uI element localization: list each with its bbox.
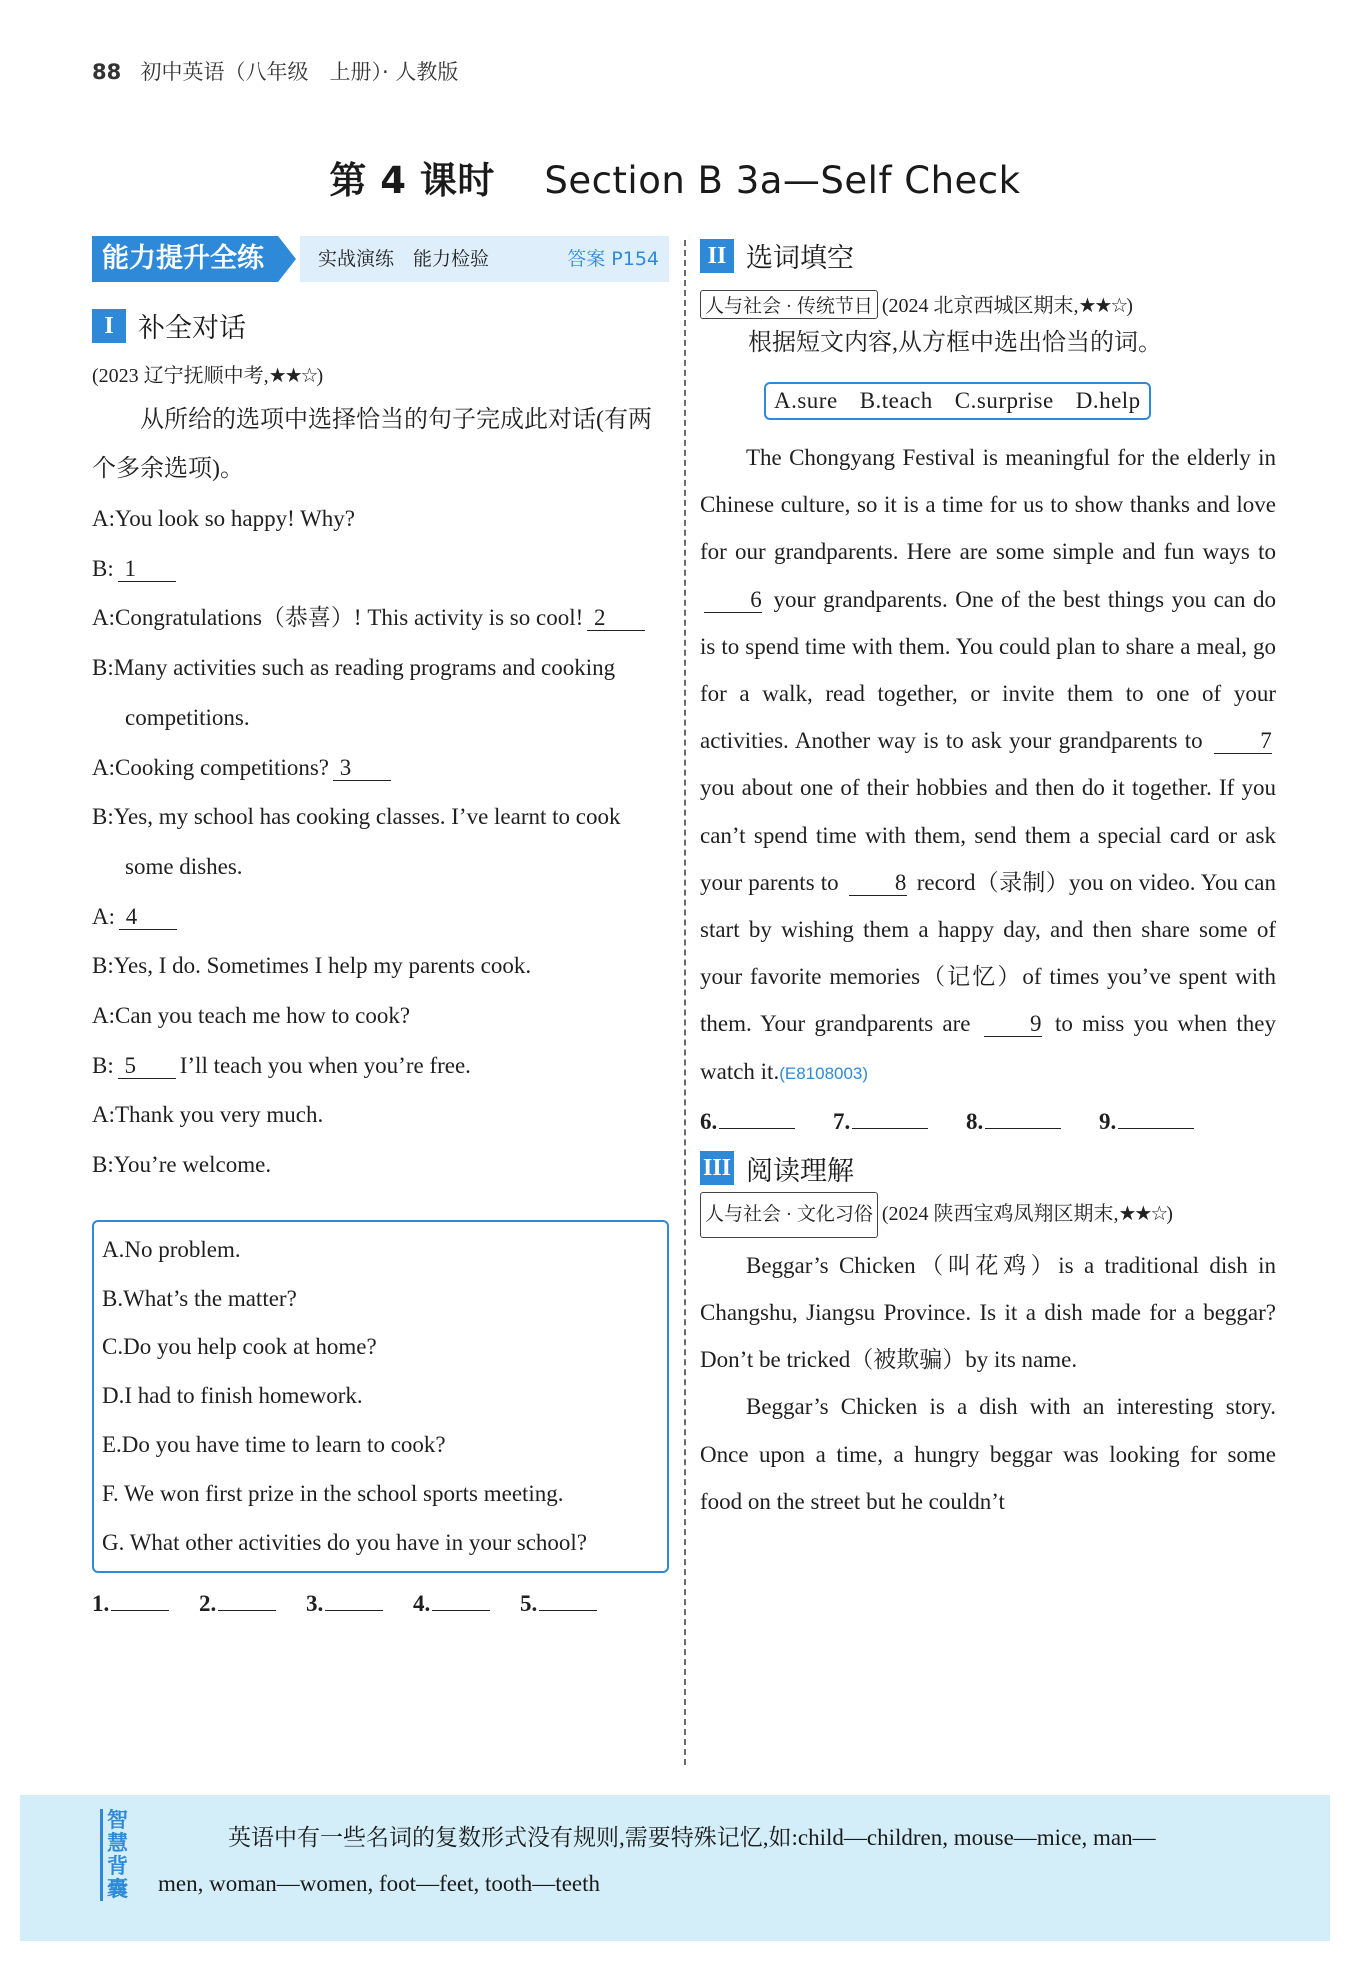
difficulty-stars-icon: ★★☆ [1078,295,1127,317]
speaker: A: [92,1102,115,1128]
option-item: B.What’s the matter? [102,1285,297,1311]
answer-line [218,1610,276,1611]
section-3-label: 阅读理解 [746,1155,854,1187]
answer-line [325,1610,383,1611]
answer-slot [1099,1109,1232,1135]
answer-slot [92,1591,199,1617]
answer-line [985,1128,1061,1129]
answer-line [539,1610,597,1611]
speaker: A: [92,1003,115,1029]
answer-number: 6. [700,1108,718,1134]
section-1-instruction: 从所给的选项中选择恰当的句子完成此对话(有两个多余选项)。 [92,407,652,482]
blank-8: 8 [849,871,907,896]
source-text: (2023 辽宁抚顺中考, [92,365,269,387]
section-2-label: 选词填空 [746,243,854,274]
speaker: B: [92,655,114,681]
speaker: B: [92,1052,114,1078]
dialogue-line [92,792,669,891]
section-3-heading [700,1149,1276,1188]
tip-line-1: 英语中有一些名词的复数形式没有规则,需要特殊记忆,如:child—children, mouse—mice, man— [228,1825,1156,1850]
answer-slot [306,1591,413,1617]
answer-line [719,1128,795,1129]
answer-slot [413,1591,520,1617]
difficulty-stars-icon: ★★☆ [268,365,317,387]
answer-line [432,1610,490,1611]
answer-slot [966,1109,1099,1135]
dialogue-text: You’re welcome. [113,1152,272,1178]
blank-7: 7 [1214,729,1272,754]
dialogue-text: Cooking competitions? [115,754,330,780]
answer-number: 2. [199,1591,217,1617]
source-text: (2024 陕西宝鸡凤翔区期末, [881,1202,1119,1225]
blank-6: 6 [704,588,762,613]
dialogue-text: You look so happy! Why? [115,506,356,531]
right-column [700,236,1276,1525]
section-1-heading [92,306,669,345]
passage-text: to miss you when they watch it. [700,1011,1277,1084]
reading-paragraph-1: Beggar’s Chicken（叫花鸡）is a traditional dish in Changshu, Jiangsu Province. Is it a dish made for a beggar? Don’t be tricked（被欺骗）by its name. [700,1252,1276,1373]
options-box [92,1220,669,1574]
section-1-label: 补全对话 [138,313,246,344]
passage-text: The Chongyang Festival is meaningful for the elderly in Chinese culture, so it is a time for us to show thanks and love for our grandparents. Here are some simple and fun ways to [700,445,1276,565]
dialogue-line [92,544,669,594]
dialogue-text: Many activities such as reading programs and cooking competitions. [113,655,616,730]
answer-slot [700,1109,833,1135]
ability-banner [92,236,669,282]
answer-slot [199,1591,306,1617]
passage-text: your grandparents. One of the best things you can do is to spend time with them. You could plan to share a meal, go for a walk, read together, or invite them to one of your activities. Another way is to ask your grandparents to [700,586,1277,754]
answer-blanks-1-5 [92,1591,669,1617]
reading-paragraph-2: Beggar’s Chicken is a dish with an interesting story. Once upon a time, a hungry beggar was looking for some food on the street but he couldn’t [700,1394,1276,1514]
source-text: (2024 北京西城区期末, [881,295,1079,317]
word-option: D.help [1075,388,1141,413]
answer-number: 8. [966,1108,984,1134]
dialogue-line [92,892,669,942]
banner-main-label: 能力提升全练 [92,236,278,282]
word-option: A.sure [774,388,838,413]
section-1-number: I [92,309,126,343]
tip-label: 智慧背囊 [100,1809,133,1901]
dialogue-line [92,593,669,643]
passage-text: record（录制）you on video. You can start by wishing them a happy day, and then share some of your favorite memories（记忆）of times you’ve spent with them. Your grandparents are [700,869,1276,1037]
dialogue-line [92,1041,669,1091]
lesson-number: 第 4 课时 [329,159,495,202]
cloze-passage [700,434,1276,1097]
dialogue-text: Yes, my school has cooking classes. I’ve learnt to cook some dishes. [113,804,621,879]
answer-number: 4. [413,1591,431,1617]
dialogue-line [92,643,669,742]
option-item: E.Do you have time to learn to cook? [102,1432,446,1458]
dialogue-text: Thank you very much. [115,1102,324,1128]
speaker: B: [92,1152,114,1178]
word-box [764,382,1151,420]
dialogue-line [92,494,669,544]
blank-2: 2 [587,606,645,631]
source-end: ) [1126,295,1133,317]
section-2-heading [700,236,1276,275]
dialogue-line [92,941,669,991]
page-header [92,56,458,86]
dialogue-text: Can you teach me how to cook? [115,1003,411,1029]
option-item: A.No problem. [102,1236,241,1262]
book-title: 初中英语（八年级 上册）· 人教版 [140,60,459,84]
difficulty-stars-icon: ★★☆ [1118,1202,1167,1225]
speaker: A: [92,754,115,780]
section-2-instruction: 根据短文内容,从方框中选出恰当的词。 [748,330,1162,356]
section-2-number: II [700,239,734,273]
answer-number: 3. [306,1591,324,1617]
dialogue-line [92,991,669,1041]
tip-bar [20,1795,1330,1941]
answer-line [111,1610,169,1611]
answer-line [1118,1128,1194,1129]
answer-reference: 答案 P154 [567,248,659,270]
option-item: C.Do you help cook at home? [102,1334,377,1360]
blank-9: 9 [984,1012,1042,1037]
speaker: B: [92,953,114,979]
left-column [92,236,669,1617]
topic-tag: 人与社会 · 文化习俗 [700,1192,878,1238]
answer-number: 5. [520,1591,538,1617]
answer-blanks-6-9 [700,1109,1276,1135]
dialogue-line [92,1090,669,1140]
passage-text: you about one of their hobbies and then do it together. If you can’t spend time with them, send them a special card or ask your parents to [700,775,1276,895]
blank-1: 1 [118,557,176,582]
dialogue-text: Yes, I do. Sometimes I help my parents cook. [113,953,532,979]
section-title: Section B 3a—Self Check [544,159,1021,202]
reading-passage [700,1242,1276,1525]
answer-number: 1. [92,1591,110,1617]
blank-5: 5 [118,1054,176,1079]
dialogue [92,494,669,1190]
dialogue-text: I’ll teach you when you’re free. [179,1052,471,1078]
speaker: A: [92,506,115,531]
banner-sub-label: 实战演练 能力检验 [318,248,490,270]
speaker: A: [92,605,115,631]
item-code: (E8108003) [779,1063,869,1083]
tip-text [158,1815,1298,1907]
banner-arrow-icon [278,236,296,282]
topic-tag: 人与社会 · 传统节日 [700,290,878,319]
answer-slot [520,1591,627,1617]
option-item: G. What other activities do you have in your school? [102,1529,588,1555]
speaker: B: [92,555,114,581]
option-item: D.I had to finish homework. [102,1383,363,1409]
speaker: A: [92,903,115,929]
page-number: 88 [92,60,122,84]
answer-number: 7. [833,1108,851,1134]
answer-number: 9. [1099,1108,1117,1134]
answer-line [852,1128,928,1129]
blank-3: 3 [333,756,391,781]
source-end: ) [1166,1202,1173,1225]
word-option: C.surprise [954,388,1054,413]
speaker: B: [92,804,114,830]
passage-paragraph [700,434,1276,1097]
section-3-source [700,1192,1276,1238]
section-2-source [700,289,1276,319]
section-1-source [92,359,669,388]
answer-slot [833,1109,966,1135]
source-end: ) [316,365,324,387]
option-item: F. We won first prize in the school sports meeting. [102,1480,564,1506]
lesson-title [0,150,1350,204]
tip-line-2: men, woman—women, foot—feet, tooth—teeth [158,1871,601,1896]
column-divider [684,240,686,1765]
dialogue-line [92,743,669,793]
blank-4: 4 [119,905,177,930]
word-option: B.teach [859,388,933,413]
section-3-number: III [700,1151,734,1185]
banner-sub [300,236,669,282]
dialogue-line [92,1140,669,1190]
dialogue-text: Congratulations（恭喜）! This activity is so cool! [115,605,584,631]
